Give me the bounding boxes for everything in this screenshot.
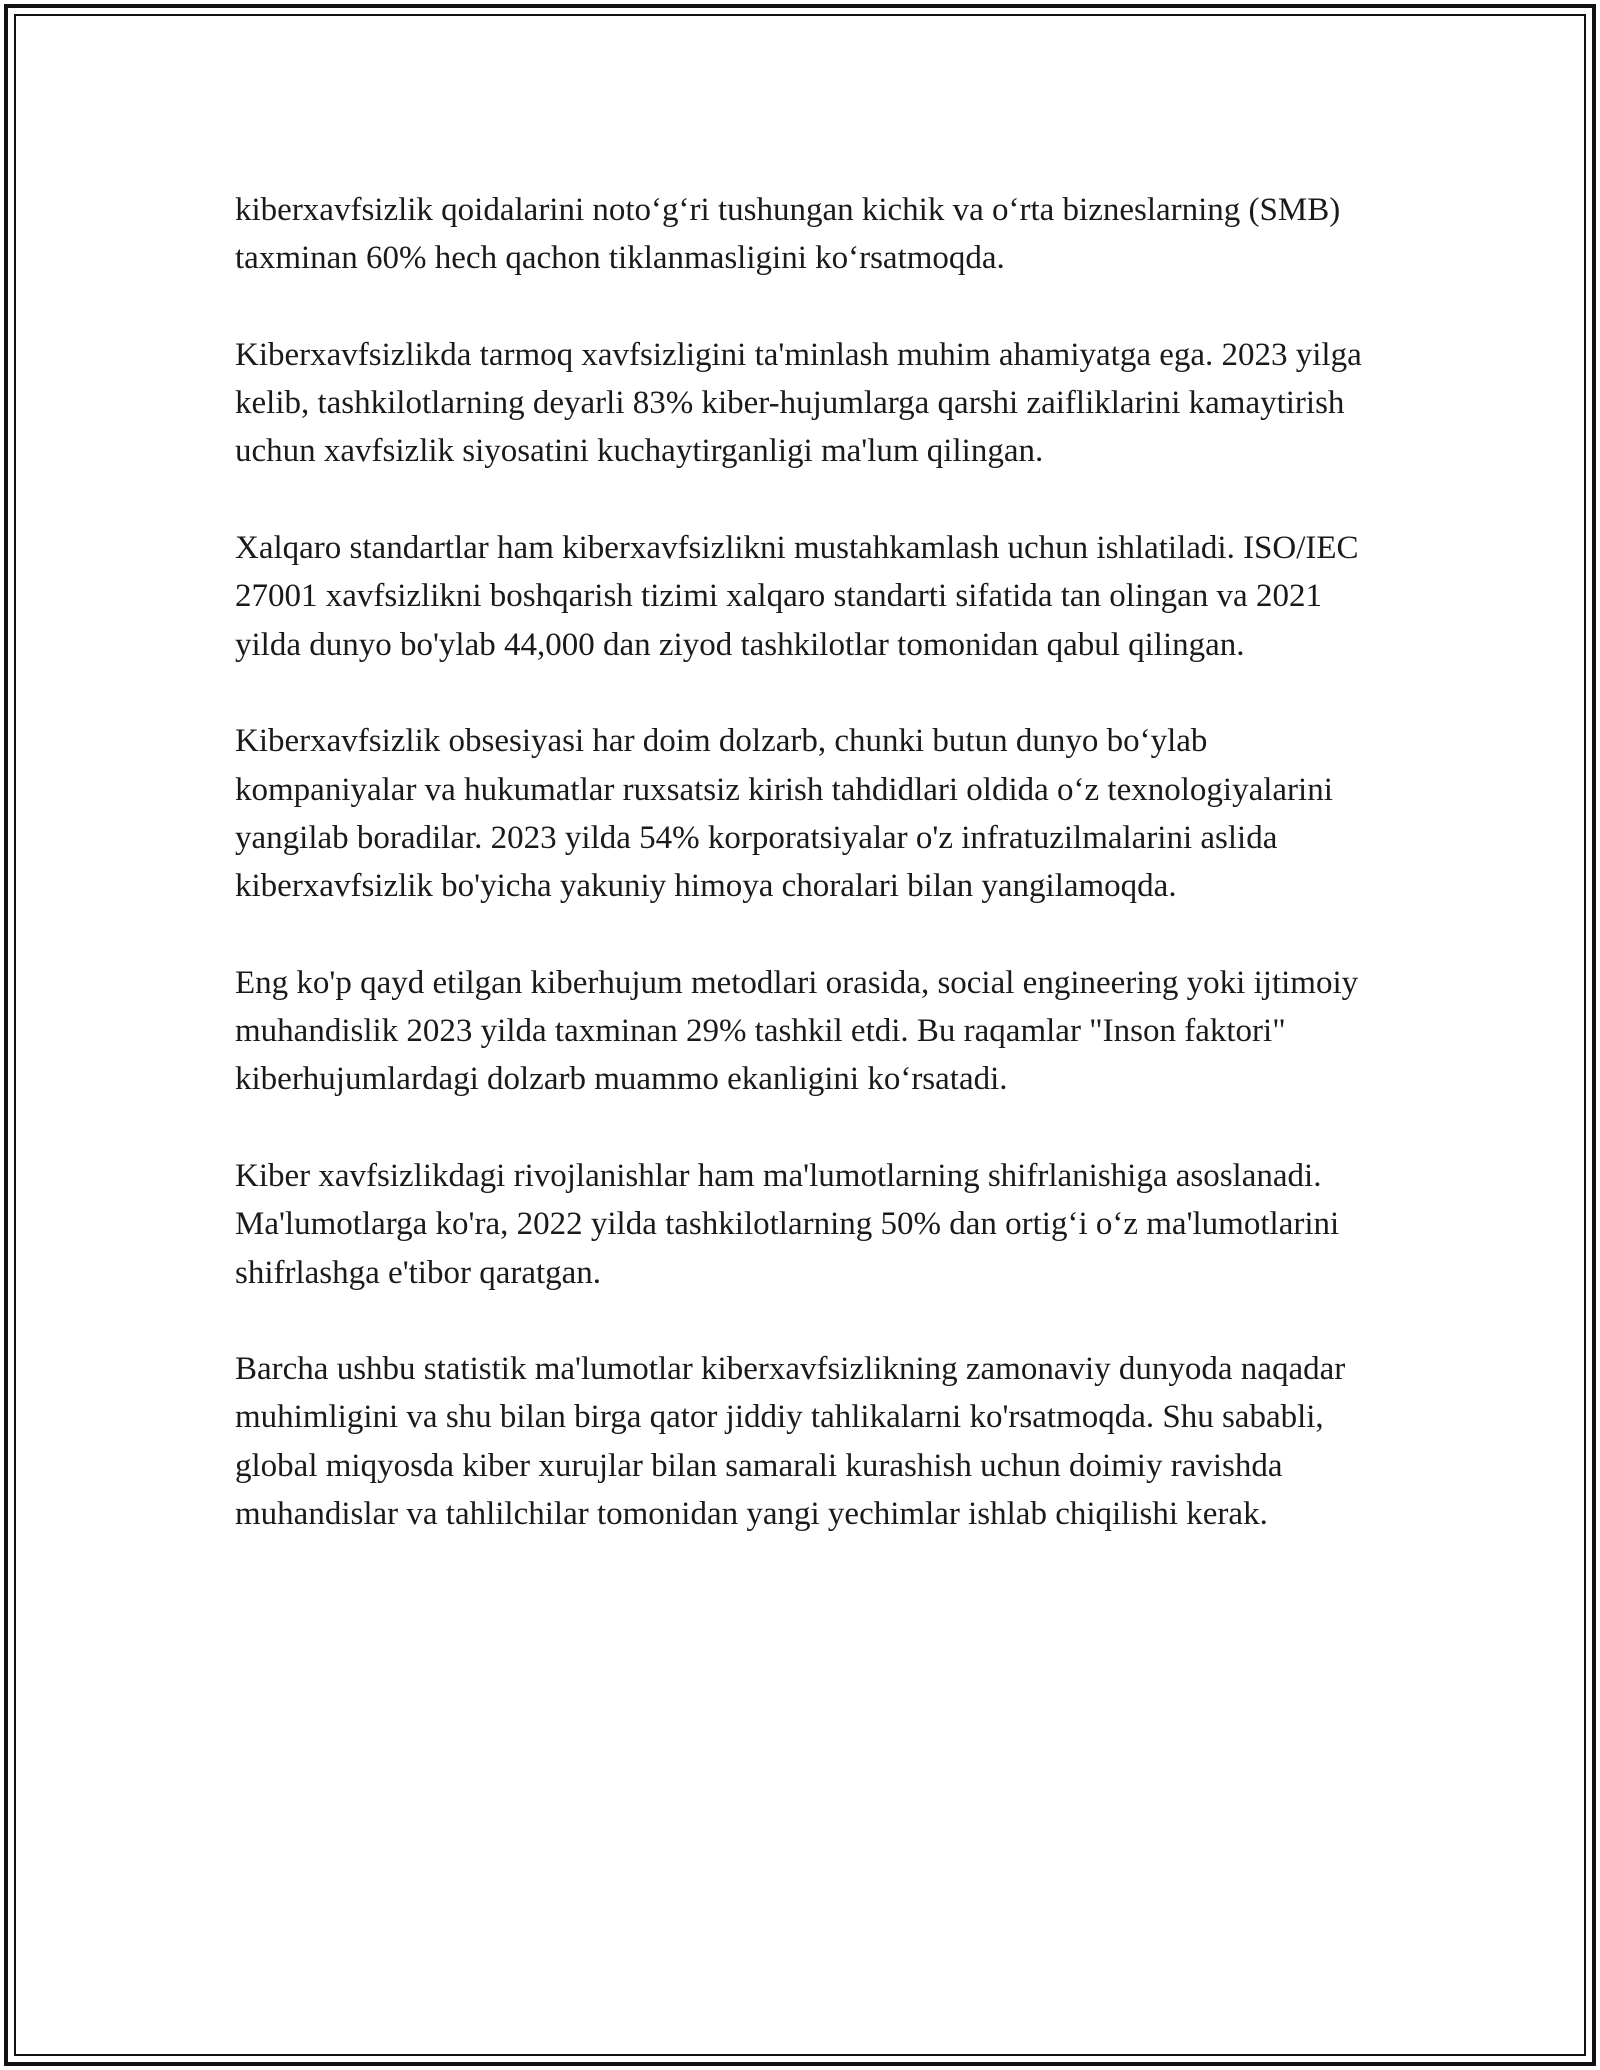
paragraph: kiberxavfsizlik qoidalarini noto‘g‘ri tushungan kichik va o‘rta bizneslarning (SMB) taxminan 60% hech qachon tiklanmasligini ko‘rsatmoqda. xyxy=(235,192,1341,277)
paragraph: Eng ko'p qayd etilgan kiberhujum metodlari orasida, social engineering yoki ijtimoiy muhandislik 2023 yilda taxminan 29% tashkil etdi. Bu raqamlar "Inson faktori" kiberhujumlardagi dolzarb muammo ekanligini ko‘rsatadi. xyxy=(235,964,1359,1098)
paragraph: Kiberxavfsizlik obsesiyasi har doim dolzarb, chunki butun dunyo bo‘ylab kompaniyalar va hukumatlar ruxsatsiz kirish tahdidlari oldida o‘z texnologiyalarini yangilab boradilar. 2023 yilda 54% korporatsiyalar o'z infratuzilmalarini aslida kiberxavfsizlik bo'yicha yakuniy himoya choralari bilan yangilamoqda. xyxy=(235,723,1333,905)
document-body xyxy=(235,186,1365,1538)
paragraph: Xalqaro standartlar ham kiberxavfsizlikni mustahkamlash uchun ishlatiladi. ISO/IEC 27001 xavfsizlikni boshqarish tizimi xalqaro standarti sifatida tan olingan va 2021 yilda dunyo bo'ylab 44,000 dan ziyod tashkilotlar tomonidan qabul qilingan. xyxy=(235,530,1359,663)
paragraph: Kiber xavfsizlikdagi rivojlanishlar ham ma'lumotlarning shifrlanishiga asoslanadi. Ma'lumotlarga ko'ra, 2022 yilda tashkilotlarning 50% dan ortig‘i o‘z ma'lumotlarini shifrlashga e'tibor qaratgan. xyxy=(235,1157,1340,1291)
paragraph: Barcha ushbu statistik ma'lumotlar kiberxavfsizlikning zamonaviy dunyoda naqadar muhimligini va shu bilan birga qator jiddiy tahlikalarni ko'rsatmoqda. Shu sababli, global miqyosda kiber xurujlar bilan samarali kurashish uchun doimiy ravishda muhandislar va tahlilchilar tomonidan yangi yechimlar ishlab chiqilishi kerak. xyxy=(235,1351,1346,1533)
paragraph: Kiberxavfsizlikda tarmoq xavfsizligini ta'minlash muhim ahamiyatga ega. 2023 yilga kelib, tashkilotlarning deyarli 83% kiber-hujumlarga qarshi zaifliklarini kamaytirish uchun xavfsizlik siyosatini kuchaytirganligi ma'lum qilingan. xyxy=(235,336,1362,470)
